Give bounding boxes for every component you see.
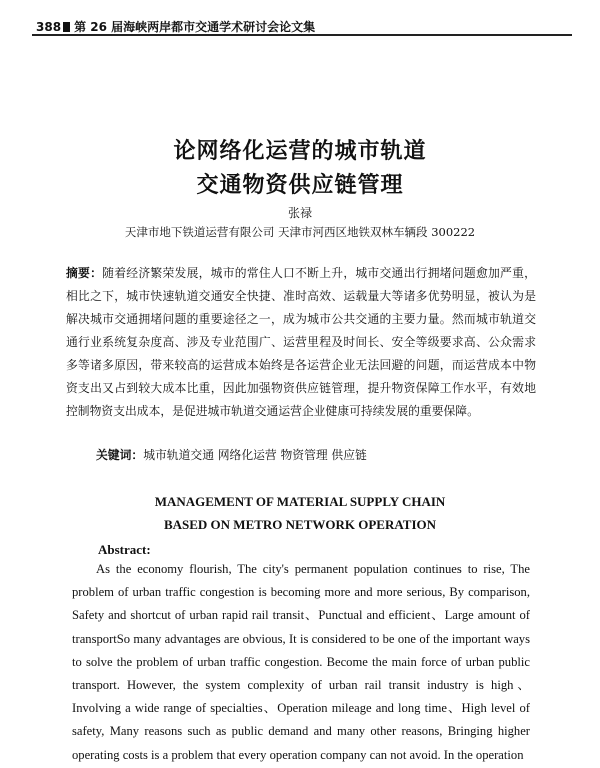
english-title-line-2: BASED ON METRO NETWORK OPERATION <box>163 517 437 532</box>
running-header <box>32 14 572 36</box>
author-affiliation: 天津市地下铁道运营有限公司 天津市河西区地铁双林车辆段 300222 <box>124 225 476 239</box>
proceedings-title: 第 26 届海峡两岸都市交通学术研讨会论文集 <box>74 20 316 34</box>
chinese-keywords-label: 关键词： <box>96 448 144 462</box>
paper-title-line-2: 交通物资供应链管理 <box>196 173 404 198</box>
chinese-keywords <box>96 446 367 463</box>
english-abstract-label: Abstract: <box>98 542 151 557</box>
page-number: 388 <box>36 20 62 34</box>
chinese-abstract-label: 摘要： <box>66 266 103 280</box>
chinese-abstract <box>66 262 536 423</box>
chinese-abstract-text: 随着经济繁荣发展，城市的常住人口不断上升，城市交通出行拥堵问题愈加严重，相比之下，城市快速轨道交通安全快捷、准时高效、运载量大等诸多优势明显，被认为是解决城市交通拥堵问题的重要途径之一，成为城市公共交通的主要力量。然而城市轨道交通行业系统复杂度高、涉及专业范围广、运营里程及时间长、安全等级要求高、公众需求多等诸多原因，带来较高的运营成本始终是各运营企业无法回避的问题，而运营成本中物资支出又占到较大成本比重，因此加强物资供应链管理，提升物资保障工作水平，有效地控制物资支出成本，是促进城市轨道交通运营企业健康可持续发展的重要保障。 <box>66 266 536 418</box>
author-name: 张禄 <box>287 206 312 220</box>
header-rule <box>32 34 572 36</box>
english-title-line-1: MANAGEMENT OF MATERIAL SUPPLY CHAIN <box>154 494 446 509</box>
chinese-keywords-text: 城市轨道交通 网络化运营 物资管理 供应链 <box>143 448 367 462</box>
english-abstract-text: As the economy flourish, The city's permanent population continues to rise, The problem of urban traffic congestion is becoming more and more serious, By comparison, Safety and shortcut of urban rapid rail transit、Punctual and efficient、Large amount of transportSo many advantages are obvious, It is considered to be one of the important ways to solve the problem of urban traffic congestion. Become the main force of urban public transport. However, the system complexity of urban rail transit industry is high、Involving a wide range of specialties、Operation mileage and long time、High level of safety, Many reasons such as public demand and many other reasons, Bringing higher operating costs is a problem that every operation company can not avoid. In the operation <box>72 562 530 762</box>
running-header-text <box>36 18 315 35</box>
paper-title-line-1: 论网络化运营的城市轨道 <box>173 139 427 164</box>
header-block-mark <box>63 22 70 32</box>
